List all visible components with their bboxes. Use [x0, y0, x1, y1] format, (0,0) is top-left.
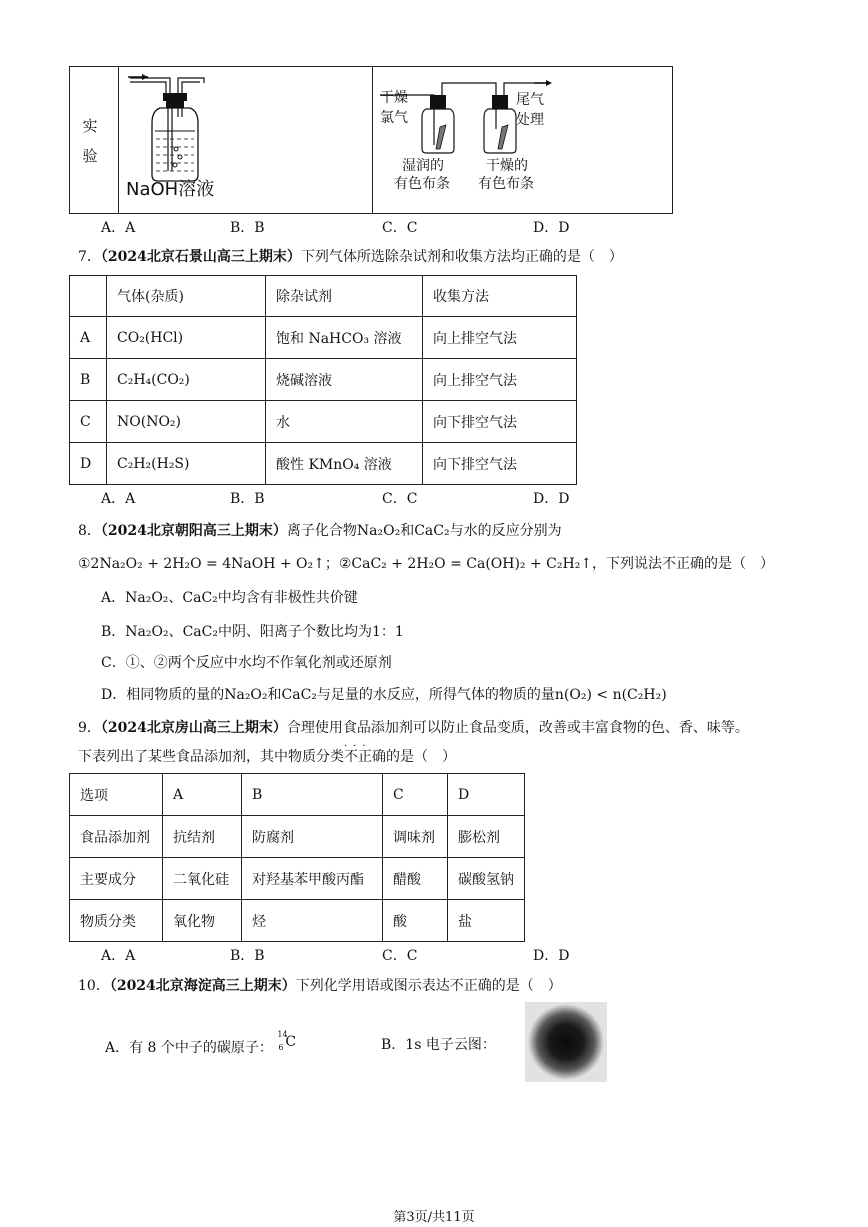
- wet-cloth-label-2: 有色布条: [394, 176, 450, 192]
- q9-stem-part-a: 下表列出了某些食品添加剂，其中物质分类: [78, 749, 344, 765]
- q7-cell: C₂H₂(H₂S): [107, 443, 266, 485]
- q9-source: （2024北京房山高三上期末）: [100, 720, 287, 736]
- q7-cell: A: [70, 317, 107, 359]
- q6-option-c: C．C: [382, 220, 418, 236]
- q9-option-c: C．C: [382, 948, 418, 964]
- q7-cell: 向下排空气法: [423, 401, 577, 443]
- q9-cell: 抗结剂: [163, 816, 242, 858]
- table-row: [70, 774, 525, 816]
- q9-cell: C: [383, 774, 448, 816]
- q9-stem: [78, 717, 749, 737]
- q9-cell: 防腐剂: [242, 816, 383, 858]
- q9-cell: 氧化物: [163, 900, 242, 942]
- carbon-14-notation: [277, 1030, 299, 1052]
- q8-option-b: B．Na₂O₂、CaC₂中阴、阳离子个数比均为1：1: [101, 624, 404, 640]
- q7-option-c: C．C: [382, 491, 418, 507]
- q8-option-d: D．相同物质的量的Na₂O₂和CaC₂与足量的水反应，所得气体的物质的量n(O₂) < n(C₂H₂): [101, 687, 667, 703]
- emphasis-dots: ···: [344, 741, 372, 752]
- q10-text: 下列化学用语或图示表达不正确的是（ ）: [295, 978, 562, 994]
- table-row: [70, 317, 577, 359]
- q9-table: [69, 773, 525, 942]
- q7-cell: C₂H₄(CO₂): [107, 359, 266, 401]
- q9-cell: D: [448, 774, 525, 816]
- q7-stem: [78, 246, 623, 266]
- exhaust-label-1: 尾气: [516, 92, 544, 108]
- q9-cell: 主要成分: [70, 858, 163, 900]
- q7-header-3: 收集方法: [423, 276, 577, 317]
- q9-cell: 二氧化硅: [163, 858, 242, 900]
- q7-cell: 酸性 KMnO₄ 溶液: [266, 443, 423, 485]
- q8-option-c: C．①、②两个反应中水均不作氧化剂或还原剂: [101, 655, 392, 671]
- naoh-solution-label: NaOH溶液: [126, 179, 215, 200]
- q10-option-a: [105, 1030, 299, 1057]
- element-symbol: C: [285, 1034, 297, 1050]
- q9-cell: 盐: [448, 900, 525, 942]
- q9-cell: 醋酸: [383, 858, 448, 900]
- q9-cell: 对羟基苯甲酸丙酯: [242, 858, 383, 900]
- q7-option-b: B．B: [230, 491, 265, 507]
- dry-chlorine-label-2: 氯气: [380, 110, 408, 126]
- q7-cell: CO₂(HCl): [107, 317, 266, 359]
- q7-cell: 水: [266, 401, 423, 443]
- table-row: [70, 401, 577, 443]
- q8-option-a: A．Na₂O₂、CaC₂中均含有非极性共价键: [101, 590, 358, 606]
- q9-option-d: D．D: [533, 948, 570, 964]
- q8-stem: [78, 520, 562, 540]
- q7-cell: C: [70, 401, 107, 443]
- q7-cell: 饱和 NaHCO₃ 溶液: [266, 317, 423, 359]
- table-row: [70, 816, 525, 858]
- q9-cell: 食品添加剂: [70, 816, 163, 858]
- q8-equations: ①2Na₂O₂ + 2H₂O = 4NaOH + O₂↑；②CaC₂ + 2H₂O = Ca(OH)₂ + C₂H₂↑，下列说法不正确的是（ ）: [78, 556, 775, 572]
- atomic-number: 6: [278, 1043, 284, 1052]
- q8-source: （2024北京朝阳高三上期末）: [100, 523, 287, 539]
- q6-experiment-table: [69, 66, 673, 214]
- q7-cell: 向下排空气法: [423, 443, 577, 485]
- dry-cloth-label-1: 干燥的: [486, 158, 528, 174]
- q7-cell: B: [70, 359, 107, 401]
- q8-number: 8．: [78, 523, 101, 539]
- q9-cell: 碳酸氢钠: [448, 858, 525, 900]
- q7-number: 7．: [78, 249, 101, 265]
- q7-text: 下列气体所选除杂试剂和收集方法均正确的是（ ）: [300, 249, 623, 265]
- q10-source: （2024北京海淀高三上期末）: [109, 978, 296, 994]
- exhaust-label-2: 处理: [516, 112, 544, 128]
- q7-source: （2024北京石景山高三上期末）: [100, 249, 301, 265]
- q9-cell: B: [242, 774, 383, 816]
- q9-stem-emphasis: 不正确: [344, 749, 386, 765]
- q9-cell: 酸: [383, 900, 448, 942]
- table-row: [70, 858, 525, 900]
- electron-cloud-image: [525, 1002, 607, 1082]
- q7-cell: NO(NO₂): [107, 401, 266, 443]
- table-row: [70, 900, 525, 942]
- table-row: [70, 359, 577, 401]
- q9-cell: 烃: [242, 900, 383, 942]
- q10-stem: [78, 975, 562, 995]
- q10-number: 10．: [78, 978, 110, 994]
- dry-chlorine-label-1: 干燥: [380, 90, 408, 106]
- q7-header-0: [70, 276, 107, 317]
- q8-text: 离子化合物Na₂O₂和CaC₂与水的反应分别为: [286, 523, 562, 539]
- q9-cell: 选项: [70, 774, 163, 816]
- page-footer: 第3页/共11页: [393, 1210, 475, 1225]
- q9-cell: 物质分类: [70, 900, 163, 942]
- q6-option-a: A．A: [101, 220, 136, 236]
- q9-cell: 调味剂: [383, 816, 448, 858]
- q10-option-b: B．1s 电子云图：: [381, 1037, 496, 1053]
- q6-option-d: D．D: [533, 220, 570, 236]
- experiment-row-label: 实验: [82, 117, 98, 165]
- q7-header-2: 除杂试剂: [266, 276, 423, 317]
- q9-option-a: A．A: [101, 948, 136, 964]
- wet-cloth-label-1: 湿润的: [402, 158, 444, 174]
- q7-cell: D: [70, 443, 107, 485]
- q7-cell: 向上排空气法: [423, 359, 577, 401]
- q7-table: [69, 275, 577, 485]
- table-row: [70, 443, 577, 485]
- q9-cell: A: [163, 774, 242, 816]
- q7-option-a: A．A: [101, 491, 136, 507]
- q9-cell: 膨松剂: [448, 816, 525, 858]
- q7-header-1: 气体(杂质): [107, 276, 266, 317]
- q9-stem-line2: [78, 741, 456, 766]
- q7-option-d: D．D: [533, 491, 570, 507]
- q9-text: 合理使用食品添加剂可以防止食品变质，改善或丰富食物的色、香、味等。: [286, 720, 749, 736]
- mass-number: 14: [277, 1030, 288, 1039]
- q6-option-b: B．B: [230, 220, 265, 236]
- q9-stem-part-b: 的是（ ）: [386, 749, 456, 765]
- q9-option-b: B．B: [230, 948, 265, 964]
- dry-cloth-label-2: 有色布条: [478, 176, 534, 192]
- q7-cell: 向上排空气法: [423, 317, 577, 359]
- q7-cell: 烧碱溶液: [266, 359, 423, 401]
- q9-number: 9．: [78, 720, 101, 736]
- q10-option-a-text: A．有 8 个中子的碳原子：: [105, 1040, 273, 1056]
